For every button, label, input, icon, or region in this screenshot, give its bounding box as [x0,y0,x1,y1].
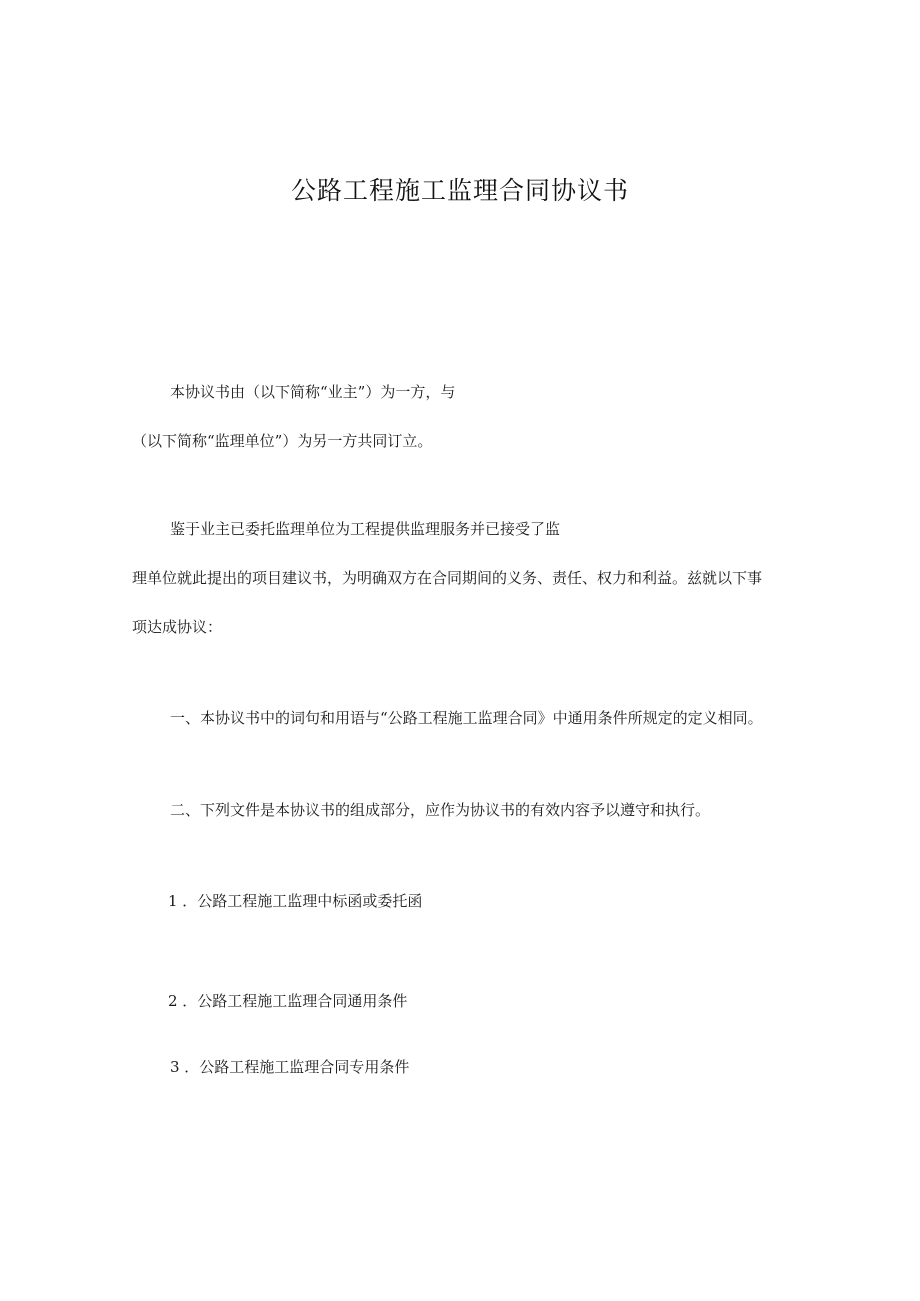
paragraph1-line1: 本协议书由（以下简称“业主”）为一方，与 [170,383,456,401]
paragraph1-line2: （以下简称“监理单位”）为另一方共同订立。 [132,432,433,450]
list-item-3: 3 ．公路工程施工监理合同专用条件 [170,1058,410,1076]
paragraph2-line3: 项达成协议： [132,618,223,636]
clause-2: 二、下列文件是本协议书的组成部分，应作为协议书的有效内容予以遵守和执行。 [170,801,711,819]
paragraph2-line2: 理单位就此提出的项目建议书，为明确双方在合同期间的义务、责任、权力和利益。兹就以下事 [132,569,763,587]
list-item-2: 2 ．公路工程施工监理合同通用条件 [168,992,408,1010]
paragraph2-line1: 鉴于业主已委托监理单位为工程提供监理服务并已接受了监 [170,520,561,538]
document-title: 公路工程施工监理合同协议书 [290,176,629,205]
list-item-1: 1 ．公路工程施工监理中标函或委托函 [168,892,423,910]
clause-1: 一、本协议书中的词句和用语与“公路工程施工监理合同》中通用条件所规定的定义相同。 [170,709,763,727]
